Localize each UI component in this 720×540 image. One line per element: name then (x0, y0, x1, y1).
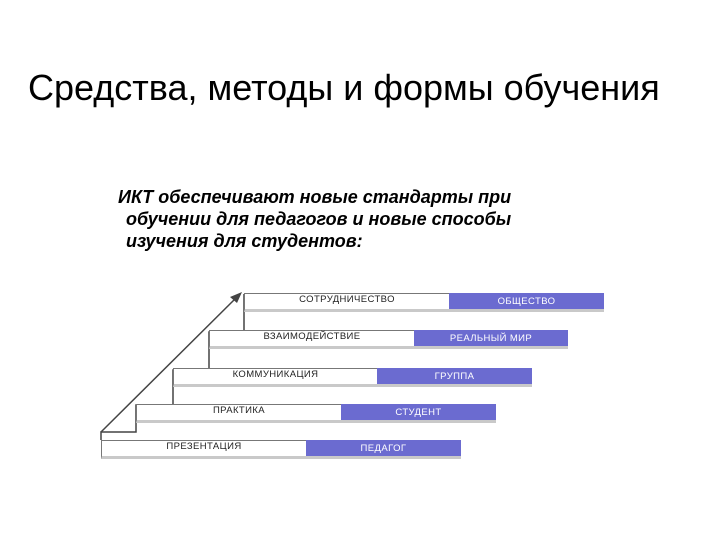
step-1-left (244, 293, 449, 312)
step-1-left-label: СОТРУДНИЧЕСТВО (299, 294, 395, 305)
step-5-left (101, 440, 306, 459)
step-4-left-label: ПРАКТИКА (212, 405, 266, 416)
slide-title: Средства, методы и формы обучения (28, 67, 660, 108)
step-5-left-label: ПРЕЗЕНТАЦИЯ (166, 441, 242, 452)
step-2-left (209, 330, 414, 349)
step-4-right-label: СТУДЕНТ (395, 406, 442, 418)
step-5-right-label: ПЕДАГОГ (360, 442, 407, 454)
step-3-left (173, 368, 377, 387)
step-3-right (377, 368, 532, 387)
step-1-right (449, 293, 604, 312)
step-5 (101, 440, 461, 459)
subtitle-line-1: ИКТ обеспечивают новые стандарты при (118, 187, 512, 207)
step-5-right (306, 440, 461, 459)
step-2-left-label: ВЗАИМОДЕЙСТВИЕ (263, 331, 361, 342)
subtitle-line-3: изучения для студентов: (126, 231, 363, 251)
step-1 (244, 293, 604, 312)
step-3-right-label: ГРУППА (434, 370, 475, 382)
step-1-right-label: ОБЩЕСТВО (497, 295, 556, 307)
subtitle-line-2: обучении для педагогов и новые способы (126, 209, 512, 229)
step-3 (173, 368, 532, 387)
step-4-left (136, 404, 341, 423)
step-2-right-label: РЕАЛЬНЫЙ МИР (449, 332, 533, 344)
step-4 (136, 404, 496, 423)
step-2-right (414, 330, 568, 349)
step-2 (209, 330, 568, 349)
step-3-left-label: КОММУНИКАЦИЯ (232, 369, 319, 380)
step-4-right (341, 404, 496, 423)
